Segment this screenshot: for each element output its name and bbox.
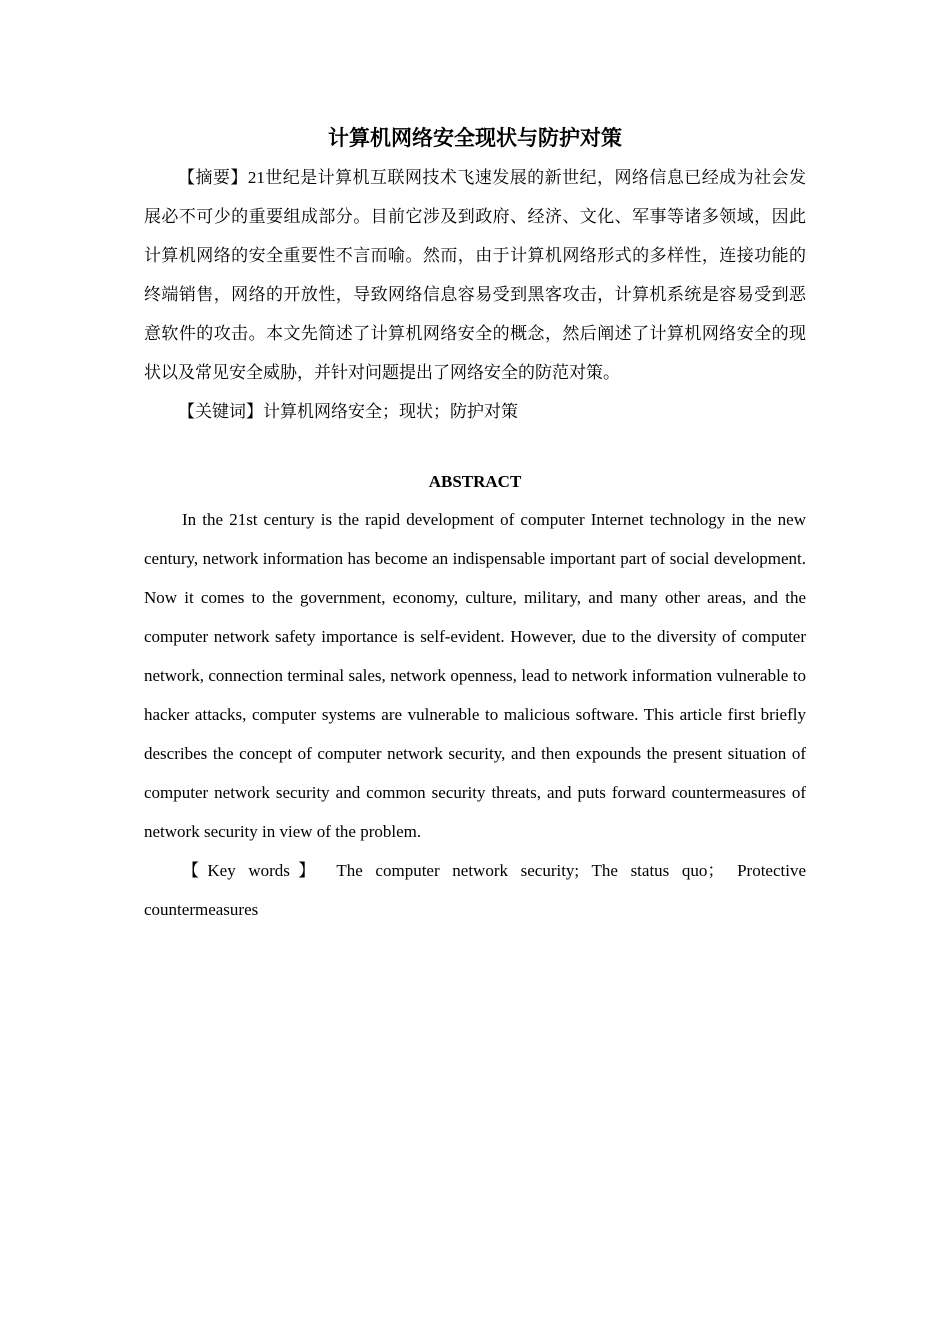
abstract-heading: ABSTRACT <box>428 472 522 491</box>
english-keywords-label: 【Key words】 <box>182 861 324 880</box>
english-keywords-text: The computer network security; The status quo； Protective countermeasures <box>144 861 807 919</box>
chinese-keywords <box>144 392 806 431</box>
english-abstract: In the 21st century is the rapid development of computer Internet technology in the new century, network information has become an indispensable important part of social development. Now it comes to the government, economy, culture, military, and many other areas, and the computer network safety importance is self-evident. However, due to the diversity of computer network, connection terminal sales, network openness, lead to network information vulnerable to hacker attacks, computer systems are vulnerable to malicious software. This article first briefly describes the concept of computer network security, and then expounds the present situation of computer network security and common security threats, and puts forward countermeasures of network security in view of the problem. <box>144 510 806 841</box>
chinese-abstract-text: 21世纪是计算机互联网技术飞速发展的新世纪，网络信息已经成为社会发展必不可少的重要组成部分。目前它涉及到政府、经济、文化、军事等诸多领域，因此计算机网络的安全重要性不言而喻。然而，由于计算机网络形式的多样性，连接功能的终端销售，网络的开放性，导致网络信息容易受到黑客攻击，计算机系统是容易受到恶意软件的攻击。本文先简述了计算机网络安全的概念，然后阐述了计算机网络安全的现状以及常见安全威胁，并针对问题提出了网络安全的防范对策。 <box>144 168 807 382</box>
chinese-keywords-label: 【关键词】 <box>178 402 263 421</box>
chinese-abstract-label: 【摘要】 <box>178 168 248 187</box>
document-title: 计算机网络安全现状与防护对策 <box>328 126 622 150</box>
document-page <box>144 118 806 929</box>
chinese-abstract <box>144 158 806 392</box>
chinese-keywords-text: 计算机网络安全；现状；防护对策 <box>263 402 518 421</box>
english-keywords <box>144 851 806 929</box>
